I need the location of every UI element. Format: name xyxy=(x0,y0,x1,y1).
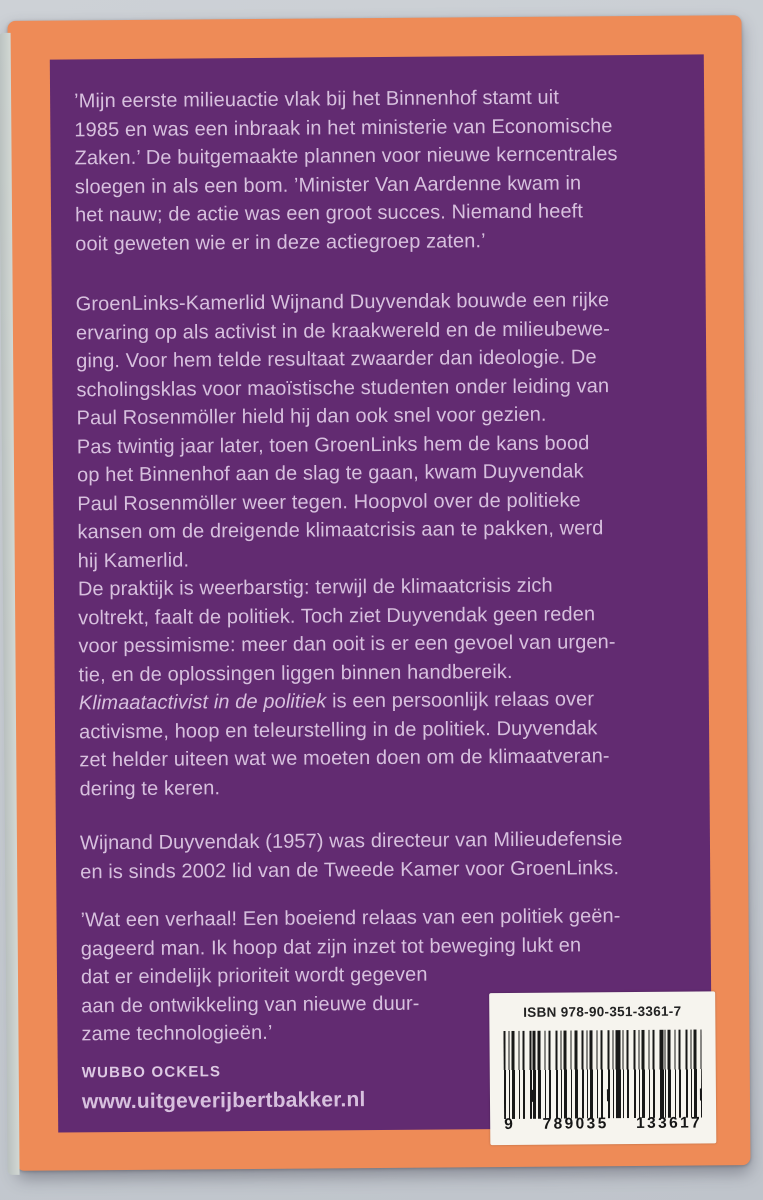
book-title: Klimaatactivist in de politiek xyxy=(78,690,327,715)
isbn-label: ISBN 978-90-351-3361-7 xyxy=(523,1003,682,1020)
publisher-url: www.uitgeverijbertbakker.nl xyxy=(81,1087,366,1113)
ean-number-row xyxy=(504,1109,702,1139)
barcode-guard-bar xyxy=(532,1090,534,1102)
author-background-paragraph: GroenLinks-Kamerlid Wijnand Duyvendak bouwde een rijke ervaring op als activist in de kraakwereld en de milieubewe- ging. Voor hem telde resultaat zwaarder dan ideologie. De scholingsklas voor maoïstische studenten onder leiding van Paul Rosenmöller hield hij dan ook snel voor gezien. Pas twintig jaar later, toen GroenLinks hem de kans bood op het Binnenhof aan de slag te gaan, kwam Duyvendak Paul Rosenmöller weer tegen. Hoopvol over de politieke kansen om de dreigende klimaatcrisis aan te pakken, werd hij Kamerlid. De praktijk is weerbarstig: terwijl de klimaatcrisis zich voltrekt, faalt de politiek. Toch ziet Duyvendak geen reden voor pessimisme: meer dan ooit is er een gevoel van urgen- tie, en de oplossingen liggen binnen handbereik. xyxy=(75,289,616,686)
purple-text-panel xyxy=(50,54,712,1132)
endorser-name: WUBBO OCKELS xyxy=(81,1062,222,1081)
ean-lead-digit: 9 xyxy=(504,1115,516,1133)
endorsement-quote: ’Wat een verhaal! Een boeiend relaas van een politiek geën- gageerd man. Ik hoop dat zijn inzet tot beweging lukt en dat er eindelijk prioriteit wordt gegeven aan de ontwikkeling van nieuwe duur- zame technologieën.’ xyxy=(80,905,621,1046)
barcode-sticker xyxy=(489,991,716,1145)
ean-group-1: 789035 xyxy=(542,1114,609,1133)
barcode-guard-bar xyxy=(700,1088,702,1100)
book-description-rest: is een persoonlijk relaas over activisme, hoop en teleurstelling in de politiek. Duyvendak zet helder uiteen wat we moeten doen om de klimaatveran- dering te keren. xyxy=(78,688,610,800)
barcode-bars xyxy=(503,1029,702,1119)
ean-group-2: 133617 xyxy=(635,1113,703,1132)
opening-quote-paragraph: ’Mijn eerste milieuactie vlak bij het Binnenhof stamt uit 1985 en was een inbraak in het ministerie van Economische Zaken.’ De buitgemaakte plannen voor nieuwe kerncentrales sloegen in als een bom. ’Minister Van Aardenne kwam in het nauw; de actie was een groot succes. Niemand heeft ooit geweten wie er in deze actiegroep zaten.’ xyxy=(74,86,618,255)
book-description-paragraph xyxy=(79,685,696,804)
author-bio-paragraph: Wijnand Duyvendak (1957) was directeur van Milieudefensie en is sinds 2002 lid van de Tweede Kamer voor GroenLinks. xyxy=(79,828,623,883)
barcode-guard-bar xyxy=(607,1089,609,1101)
book-back-cover xyxy=(7,15,750,1171)
